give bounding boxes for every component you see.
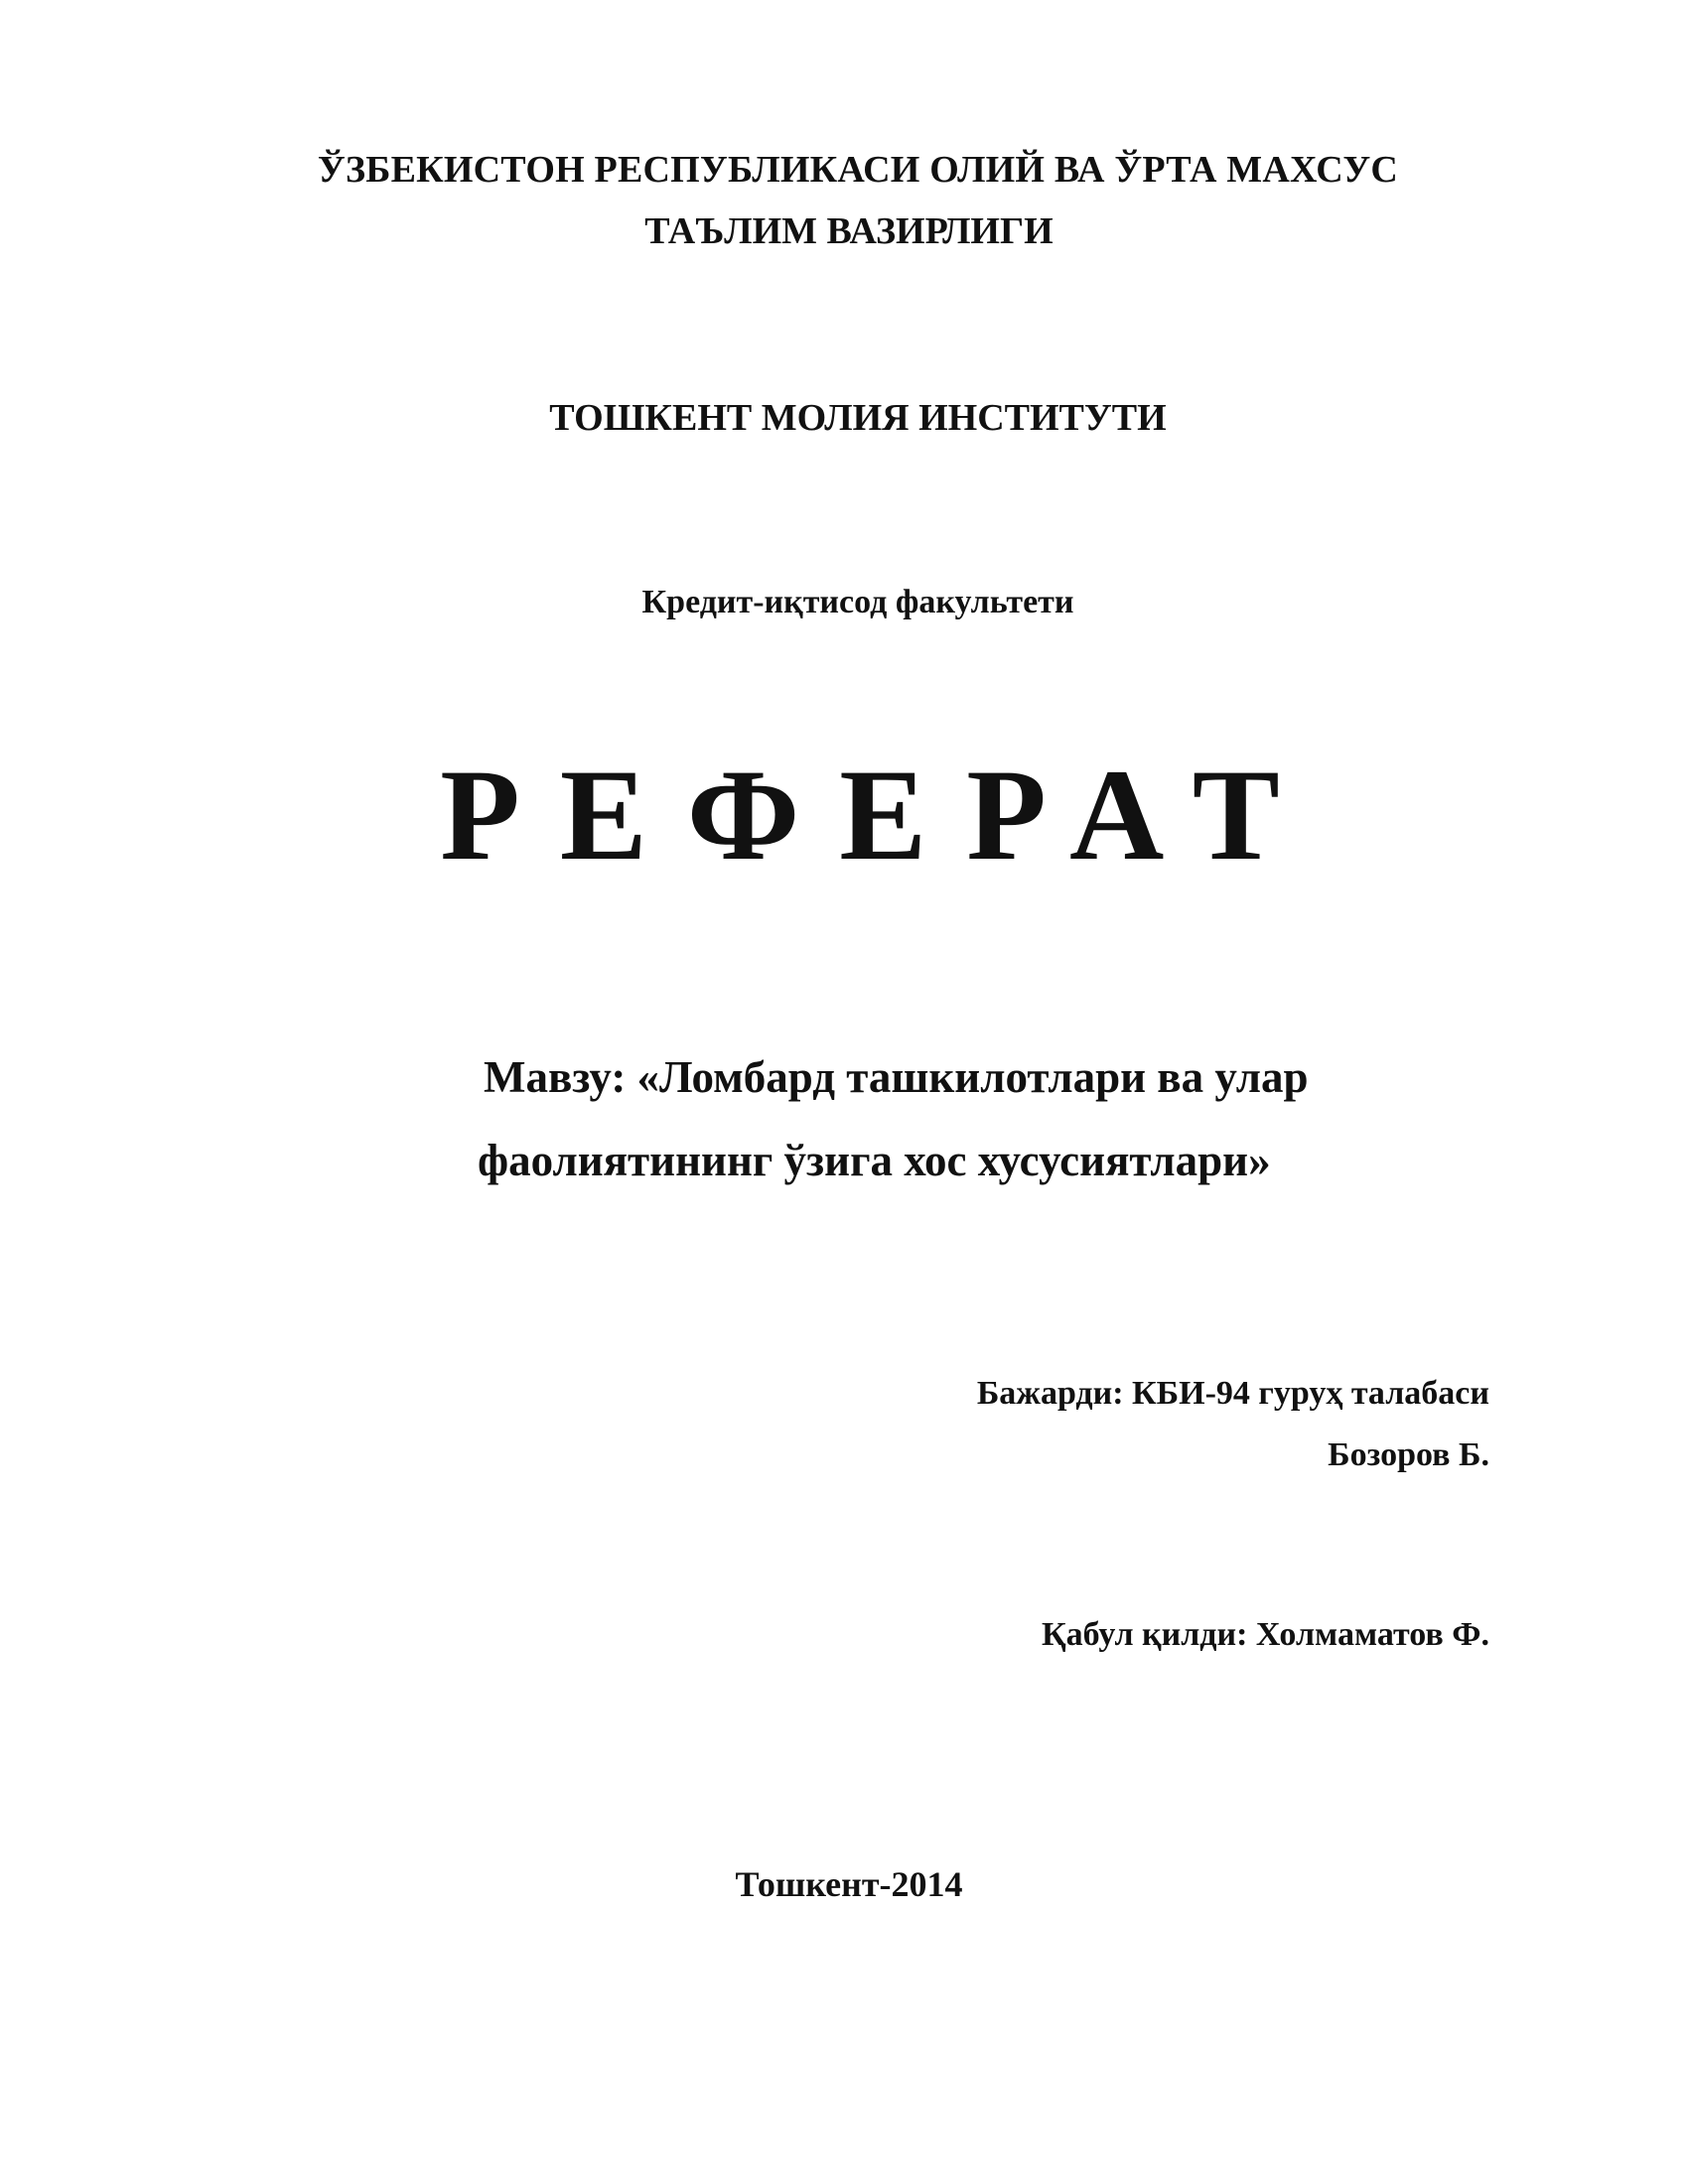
student-name: Бозоров Б. <box>1328 1436 1489 1473</box>
performed-by: Бажарди: КБИ-94 гуруҳ талабаси <box>976 1375 1489 1412</box>
ministry-name-line-1: ЎЗБЕКИСТОН РЕСПУБЛИКАСИ ОЛИЙ ВА ЎРТА МАХСУС <box>317 149 1399 191</box>
topic-line-1: Мавзу: «Ломбард ташкилотлари ва улар <box>484 1052 1309 1102</box>
faculty-name: Кредит-иқтисод факультети <box>641 584 1074 620</box>
city-year: Тошкент-2014 <box>735 1864 963 1904</box>
institute-name: ТОШКЕНТ МОЛИЯ ИНСТИТУТИ <box>549 397 1167 439</box>
accepted-by: Қабул қилди: Холмаматов Ф. <box>1041 1616 1489 1653</box>
ministry-name-line-2: ТАЪЛИМ ВАЗИРЛИГИ <box>644 210 1054 252</box>
topic-line-2: фаолиятининг ўзига хос хусусиятлари» <box>478 1136 1271 1185</box>
document-type-heading: РЕФЕРАТ <box>440 742 1320 887</box>
